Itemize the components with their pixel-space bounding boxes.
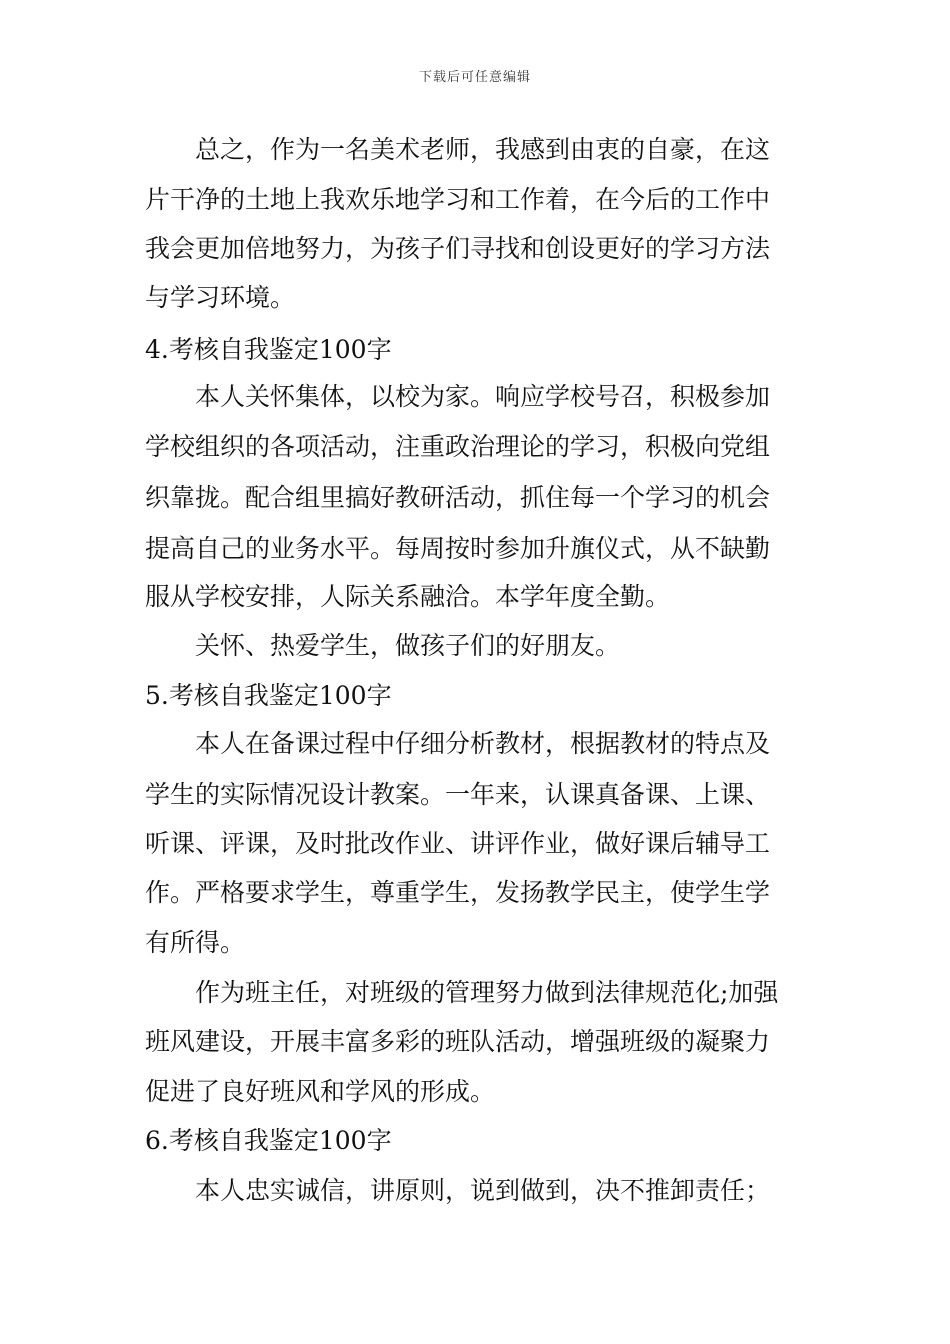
paragraph-line: 学生的实际情况设计教案。一年来，认课真备课、上课、: [145, 780, 771, 809]
paragraph-line: 促进了良好班风和学风的形成。: [145, 1077, 496, 1106]
paragraph-line: 片干净的土地上我欢乐地学习和工作着，在今后的工作中: [145, 185, 771, 214]
paragraph-line: 本人在备课过程中仔细分析教材，根据教材的特点及: [195, 729, 771, 758]
section-heading: 4.考核自我鉴定100字: [145, 335, 392, 364]
paragraph-line: 有所得。: [145, 928, 246, 957]
paragraph-line: 总之，作为一名美术老师，我感到由衷的自豪，在这: [195, 135, 771, 164]
paragraph-line: 本人关怀集体，以校为家。响应学校号召，积极参加: [195, 382, 771, 411]
paragraph-line: 织靠拢。配合组里搞好教研活动，抓住每一个学习的机会: [145, 483, 771, 512]
paragraph-line: 班风建设，开展丰富多彩的班队活动，增强班级的凝聚力: [145, 1027, 771, 1056]
paragraph-line: 听课、评课，及时批改作业、讲评作业，做好课后辅导工: [145, 829, 771, 858]
paragraph-line: 本人忠实诚信，讲原则，说到做到，决不推卸责任；: [195, 1176, 771, 1205]
paragraph-line: 提高自己的业务水平。每周按时参加升旗仪式，从不缺勤: [145, 534, 771, 563]
paragraph-line: 学校组织的各项活动，注重政治理论的学习，积极向党组: [145, 432, 771, 461]
paragraph-line: 作。严格要求学生，尊重学生，发扬教学民主，使学生学: [145, 878, 771, 907]
paragraph-line: 服从学校安排，人际关系融洽。本学年度全勤。: [145, 582, 671, 611]
page-header: 下载后可任意编辑: [418, 70, 531, 85]
paragraph-line: 我会更加倍地努力，为孩子们寻找和创设更好的学习方法: [145, 234, 771, 263]
paragraph-line: 关怀、热爱学生，做孩子们的好朋友。: [195, 631, 621, 660]
section-heading: 6.考核自我鉴定100字: [145, 1126, 392, 1155]
paragraph-line: 作为班主任，对班级的管理努力做到法律规范化;加强: [195, 978, 779, 1007]
section-heading: 5.考核自我鉴定100字: [145, 681, 392, 710]
paragraph-line: 与学习环境。: [145, 283, 296, 312]
